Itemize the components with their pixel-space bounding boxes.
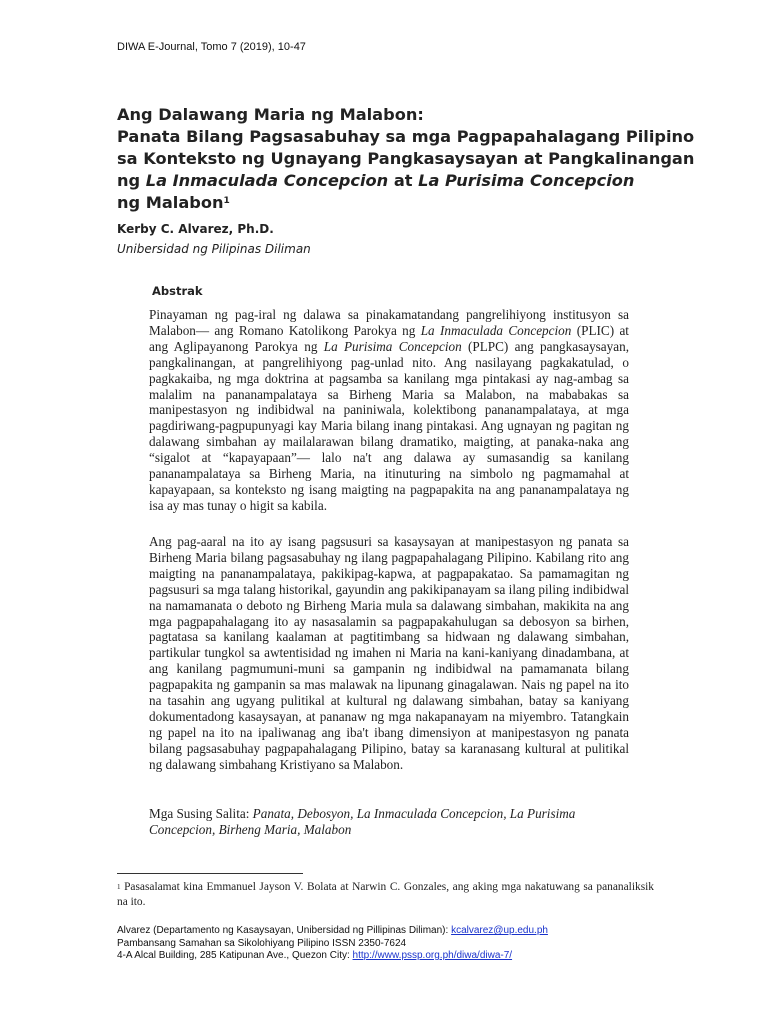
author-name: Kerby C. Alvarez, Ph.D.	[117, 222, 274, 236]
abstract-paragraph-1	[149, 307, 629, 514]
title-line-5	[117, 192, 677, 214]
p1-italic-purisima: La Purisima Concepcion	[323, 338, 462, 354]
contact-address: 4-A Alcal Building, 285 Katipunan Ave., Quezon City:	[117, 950, 353, 961]
title-line-2: Panata Bilang Pagsasabuhay sa mga Pagpapahalagang Pilipino	[117, 127, 695, 146]
footnote	[117, 880, 654, 910]
contact-line-3	[117, 950, 677, 963]
title-line-1: Ang Dalawang Maria ng Malabon:	[117, 105, 424, 124]
contact-info	[117, 925, 677, 963]
keywords-label: Mga Susing Salita:	[149, 806, 253, 821]
email-link[interactable]: kcalvarez@up.edu.ph	[451, 925, 548, 936]
title-line-3: sa Konteksto ng Ugnayang Pangkasaysayan at Pangkalinangan	[117, 149, 695, 168]
journal-url-link[interactable]: http://www.pssp.org.ph/diwa/diwa-7/	[352, 950, 513, 961]
title-line-4-prefix: ng	[117, 171, 146, 190]
abstract-heading: Abstrak	[152, 284, 203, 298]
contact-author-dept: Alvarez (Departamento ng Kasaysayan, Unibersidad ng Pillipinas Diliman):	[117, 925, 452, 936]
contact-line-1	[117, 925, 677, 938]
keywords-list: Panata, Debosyon, La Inmaculada Concepcion, La Purisima Concepcion, Birheng Maria, Malabon	[149, 806, 576, 837]
contact-line-2: Pambansang Samahan sa Sikolohiyang Pilipino ISSN 2350-7624	[117, 937, 407, 949]
title-italic-inmaculada: La Inmaculada Concepcion	[145, 171, 389, 190]
title-footnote-mark[interactable]: 1	[223, 196, 230, 206]
footnote-mark: 1	[117, 883, 121, 891]
title-line-5-text: ng Malabon	[117, 193, 224, 212]
title-italic-purisima: La Purisima Concepcion	[418, 171, 635, 190]
footnote-text: Pasasalamat kina Emmanuel Jayson V. Bolata at Narwin C. Gonzales, ang aking mga nakatuwang sa pananaliksik na ito.	[117, 881, 654, 908]
title-line-4-mid: at	[388, 171, 419, 190]
title-line-4	[117, 170, 677, 192]
p1-text-a: Pinayaman ng pag-iral ng dalawa sa pinakamatandang pangrelihiyong institusyon sa Malabon— ang Romano Katolikong Parokya ng	[149, 307, 629, 338]
p1-italic-inmaculada: La Inmaculada Concepcion	[420, 322, 572, 338]
footnote-divider	[117, 873, 303, 874]
keywords	[149, 806, 629, 838]
p1-text-e: (PLPC) ang pangkasaysayan, pangkalinangan, at pangrelihiyong pag-unlad nito. Ang nasilayang pagkakatulad, o pagkakaiba, ng mga doktrina at pagsamba sa kanilang mga pintakasi ay nag-ambag sa malalim na pananampalataya sa Birheng Maria sa Malabon, na mababakas sa manipestasyon ng indibidwal na paniniwala, kolektibong pananampalataya, at mga pagdiriwang-pagpupunyagi kay Maria bilang inang pintakasi. Ang ugnayan ng pagitan ng dalawang simbahan ay mailalarawan bilang dramatiko, maigting, at panaka-naka ang “sigalot at “kapayapaan”— lalo na't ang dalawa ay sumasandig sa kanilang pananampalataya sa Birheng Maria, na itinuturing na simbolo ng pagmamahal at kapayapaan, sa konteksto ng isang maigting na pagpapakita na ang pananampalataya ng isa ay mas tunay o higit sa kabila.	[149, 338, 629, 513]
article-title	[117, 104, 695, 214]
journal-header: DIWA E-Journal, Tomo 7 (2019), 10-47	[117, 41, 306, 53]
p1-text-c: (PLIC) at ang Aglipayanong Parokya ng	[149, 322, 629, 354]
author-affiliation: Unibersidad ng Pilipinas Diliman	[117, 242, 311, 256]
abstract-paragraph-2: Ang pag-aaral na ito ay isang pagsusuri sa kasaysayan at manipestasyon ng panata sa Birheng Maria bilang pagsasabuhay ng ilang pagpapahalagang Pilipino. Kabilang rito ang maigting na pananampalataya, pakikipag-kapwa, at pagpapakatao. Sa pamamagitan ng pagsusuri sa mga talang historikal, gayundin ang pakikipanayam sa ilang piling indibidwal na namamanata o deboto ng Birheng Maria mula sa dalawang simbahan, makikita na ang mga pagpapahalagang ito ay nasasalamin sa pagpapakahulugan sa debosyon sa birhen, pagtatasa sa kanilang kaalaman at pagtitimbang sa hidwaan ng dalawang simbahan, partikular tungkol sa awtentisidad ng imahen ni Maria na kani-kaniyang dinadambana, at ang kanilang pagmumuni-muni sa gampanin ng indibidwal na pamamanata bilang pagpapakita ng gampanin sa mas malawak na lipunang ginagalawan. Nais ng papel na ito na tasahin ang ugyang pulitikal at kultural ng dalawang simbahan, batay sa kaniyang dokumentadong kasaysayan, at pananaw ng mga nakapanayam na miyembro. Tatangkain ng papel na ito na ipaliwanag ang iba't ibang dimensiyon at manipestasyon ng panata bilang pagsasabuhay pagpapahalagang Pilipino, batay sa karanasang kultural at pulitikal ng dalawang simbahang Kristiyano sa Malabon.	[149, 534, 629, 772]
